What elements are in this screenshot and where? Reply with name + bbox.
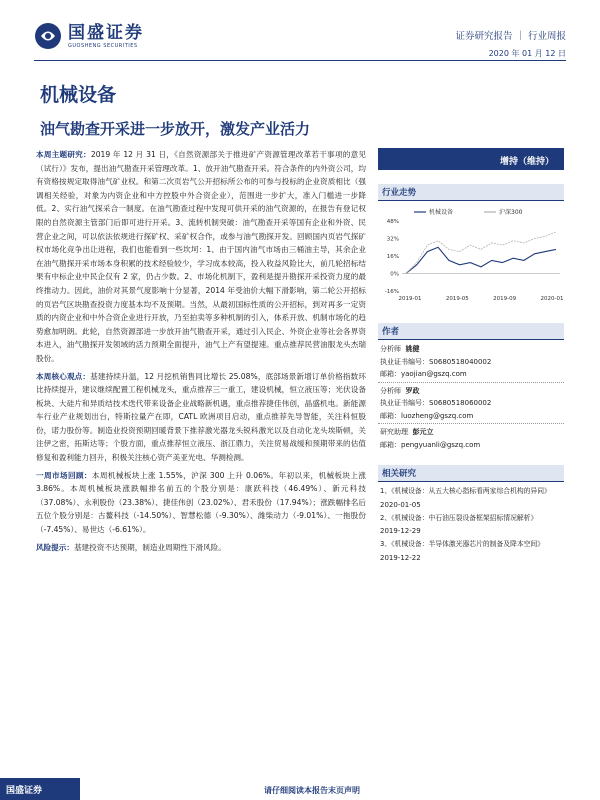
company-name-cn: 国盛证券	[68, 23, 144, 43]
author-name: 彭元立	[412, 428, 434, 436]
related-item[interactable]: 1、《机械设备：从五大核心指标看两家综合机构的异同》	[380, 487, 551, 495]
related-date: 2020-01-05	[380, 500, 421, 509]
rating-badge: 增持（维持）	[378, 148, 564, 170]
author-cert: S0680518040002	[429, 357, 492, 366]
x-tick-label: 2019-05	[445, 296, 469, 302]
author-cert-row: 执业证书编号：S0680518040002	[380, 357, 492, 366]
header-divider	[34, 60, 566, 61]
y-tick-label: 0%	[390, 271, 399, 278]
related-list	[378, 485, 564, 565]
section-risk	[36, 541, 366, 555]
company-name-en: GUOSHENG SECURITIES	[68, 43, 138, 49]
footer-brand: 国盛证券	[0, 778, 80, 800]
section-label: 一周市场回顾：	[36, 470, 92, 480]
section-core-view	[36, 370, 366, 465]
section-label: 本周主题研究：	[36, 150, 91, 159]
author-name-row: 研究助理 彭元立	[380, 428, 434, 436]
author-cert-row: 执业证书编号：S0680518060002	[380, 399, 492, 407]
divider	[378, 423, 564, 424]
legend-label: 机械设备	[429, 209, 454, 216]
y-tick-label: 32%	[386, 236, 399, 243]
author-name-row: 分析师 罗政	[380, 386, 420, 395]
side-panel	[378, 148, 564, 565]
legend-label: 沪深300	[499, 209, 523, 216]
report-date: 2020 年 01 月 12 日	[488, 49, 566, 58]
author-name-row: 分析师 姚健	[380, 345, 420, 353]
divider	[378, 382, 564, 383]
related-item[interactable]: 3、《机械设备：半导体激光器芯片的制备及降本空间》	[380, 540, 545, 548]
sector-title: 机械设备	[40, 84, 117, 106]
author-name: 姚健	[405, 345, 420, 353]
company-logo	[34, 22, 144, 50]
y-tick-label: 48%	[386, 219, 399, 225]
related-date: 2019-12-22	[380, 553, 421, 562]
y-tick-label: -16%	[384, 289, 399, 295]
section-market-review	[36, 469, 366, 537]
section-text: 基建投资不达预期，制造业周期性下滑风险。	[73, 542, 226, 552]
section-text: 2019 年 12 月 31 日，《自然资源部关于推进矿产资源管理改革若干事项的意见（试行）》发布，提出油气勘查开采管理改革。1、放开油气勘查开采。符合条件的内外资公司，均有资格按规定取得油气矿业权。和第二次页岩气公开招标所公布的可参与投标的企业资质相比（强调相关经验，对象为内资企业和中方控股中外合资企业），范围进一步扩大，准入门槛进一步降低。2、实行油气探采合一制度。在油气勘查过程中发现可供开采的油气资源的，在报告有登记权限的自然资源主管部门后即可进行开采。3、流转机制突破：油气勘查开采等国有企业和外资、民营企业之间，可以依法依规进行探矿权、采矿权合作，或参与油气勘探开发。回顾国内页岩气探矿权市场化竞争出让进程，我们也能看到一些坎坷：1、由于国内油气市场由三桶油主导，其余企业在油气勘探开采市场本身积累的技术经验较少，学习成本较高，投入收益风险比大，前几轮招标结果有中标企业中民企仅有 2 家，仍占少数。2、市场化机制下，盈利是提升勘探开采投资力度的最终推动力。因此，油价对其景气度影响十分显著，2014 年受油价大幅下滑影响，第二轮公开招标的页岩气区块勘查投资力度基本均不及预期。当然，从最初国标性质的公开招标，到对再多一定资质的内资企业和中外合资企业进行开放，乃至拍卖等多种机制的引入，体系开放、机制市场化的趋势愈加明朗。此轮，自然资源部进一步放开油气勘查开采，通过引入民企、外资企业等社会各界资本进入，油气勘探开发领域的活力预期全面提升，油气上产有望提速。重点推荐民营油服龙头杰瑞股份。	[36, 150, 366, 363]
author-block	[378, 343, 564, 451]
section-theme	[36, 148, 366, 366]
author-email-row: 邮箱：luozheng@gszq.com	[380, 411, 474, 420]
trend-chart	[378, 205, 564, 305]
author-email[interactable]: yaojian@gszq.com	[401, 370, 467, 378]
logo-icon	[34, 22, 62, 50]
authors-heading: 作者	[378, 323, 564, 340]
section-text: 本周机械板块上涨 1.55%，沪深 300 上升 0.06%。年初以来，机械板块上涨 3.86%。本周机械板块涨跌幅排名前五的个股分别是：康跃科技（46.49%）、新元科技（37.08%）、永利股份（23.38%）、捷佳伟创（23.02%）、君禾股份（17.94%）；涨跌幅排名后五位个股分别是：古鳌科技（-14.50%）、智慧松德（-9.30%）、潍柴动力（-9.01%）、一拖股份（-7.45%）、易世达（-6.61%）。	[36, 470, 366, 535]
author-email-row: 邮箱：yaojian@gszq.com	[380, 370, 467, 378]
author-name: 罗政	[405, 386, 420, 395]
author-cert: S0680518060002	[429, 399, 492, 407]
related-heading: 相关研究	[378, 465, 564, 482]
y-tick-label: 16%	[386, 254, 399, 260]
related-item[interactable]: 2、《机械设备：中石油压裂设备框架招标情况解析》	[380, 513, 538, 522]
author-email[interactable]: pengyuanli@gszq.com	[401, 440, 481, 449]
report-headline: 油气勘查开采进一步放开，激发产业活力	[40, 120, 311, 138]
related-date: 2019-12-29	[380, 527, 421, 535]
x-tick-label: 2019-09	[493, 296, 517, 302]
section-label: 本周核心观点：	[36, 371, 91, 381]
trend-heading: 行业走势	[378, 184, 564, 201]
report-type: 证券研究报告 ｜ 行业周报	[455, 31, 566, 42]
x-tick-label: 2019-01	[398, 296, 422, 302]
author-email-row: 邮箱：pengyuanli@gszq.com	[380, 440, 481, 449]
section-text: 基建持续升温，12 月挖机销售同比增长 25.08%，底部场景新增订单价格指数环比持续提升，建议继续配置工程机械龙头，重点推荐三一重工，建设机械，恒立液压等；光伏设备板块、大硅片和异质结技术迭代带来设备企业战略新机遇，重点推荐捷佳伟创，晶盛机电。新能源车行业产业规划出台，特斯拉量产在即，CATL 欧洲项目启动，重点推荐先导智能，关注科恒股份，诺力股份等。制造业投资预期回暖背景下推荐激光器龙头锐科激光以及自动化龙头埃斯顿，关注伊之密，拓斯达等；个股方面，重点推荐恒立液压、浙江鼎力，关注贸易战缓和预期带来的估值修复和盈利能力回升，积极关注核心资产美亚光电、华测检测。	[36, 371, 367, 463]
author-email[interactable]: luozheng@gszq.com	[401, 411, 474, 420]
series-line	[406, 247, 556, 273]
main-content	[36, 148, 366, 558]
section-label: 风险提示：	[36, 542, 74, 552]
footer-disclaimer: 请仔细阅读本报告末页声明	[264, 786, 360, 795]
x-tick-label: 2020-01	[540, 296, 564, 302]
